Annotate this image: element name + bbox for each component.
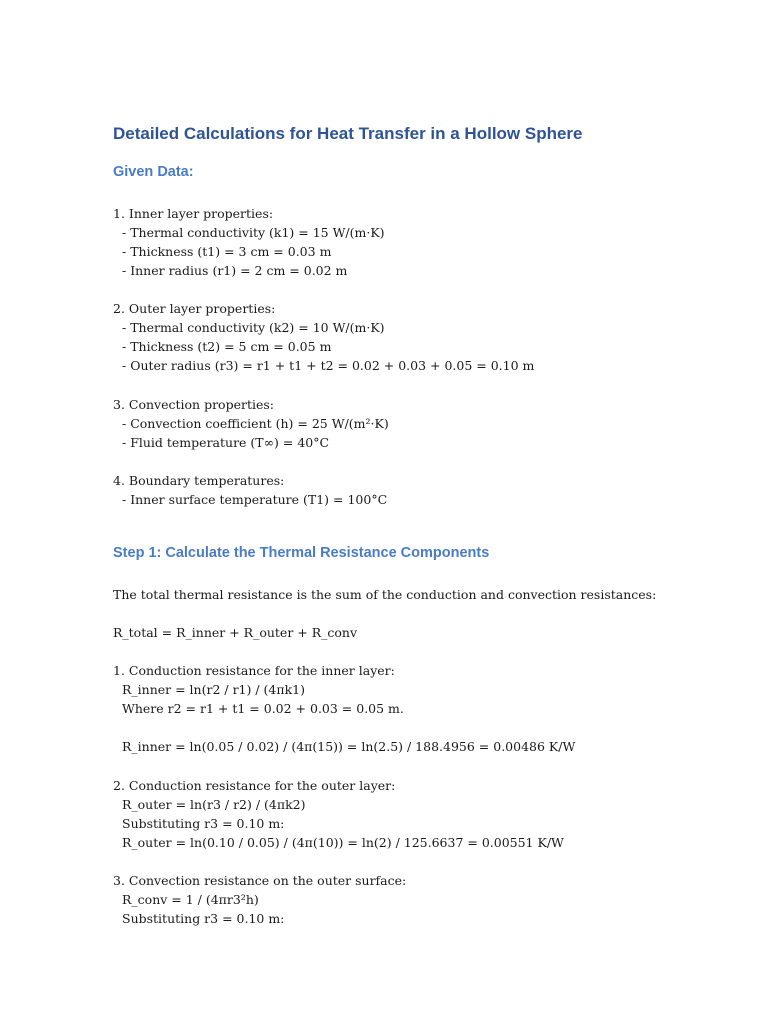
outer-resistance-formula: R_outer = ln(r3 / r2) / (4πk2) bbox=[122, 797, 306, 812]
convection-resistance-formula: R_conv = 1 / (4πr3²h) bbox=[122, 892, 259, 907]
outer-resistance-heading: 2. Conduction resistance for the outer layer: bbox=[113, 778, 396, 793]
document-page bbox=[113, 0, 733, 1024]
inner-resistance-result: R_inner = ln(0.05 / 0.02) / (4π(15)) = ln(2.5) / 188.4956 = 0.00486 K/W bbox=[122, 739, 576, 754]
convection-resistance-substitution: Substituting r3 = 0.10 m: bbox=[122, 911, 285, 926]
convection-heading: 3. Convection properties: bbox=[113, 397, 274, 412]
convection-resistance-heading: 3. Convection resistance on the outer surface: bbox=[113, 873, 407, 888]
step1-heading: Step 1: Calculate the Thermal Resistance Components bbox=[113, 545, 490, 561]
total-resistance-formula: R_total = R_inner + R_outer + R_conv bbox=[113, 625, 358, 640]
outer-layer-heading: 2. Outer layer properties: bbox=[113, 301, 276, 316]
given-data-heading: Given Data: bbox=[113, 164, 194, 180]
outer-layer-radius: - Outer radius (r3) = r1 + t1 + t2 = 0.02 + 0.03 + 0.05 = 0.10 m bbox=[122, 358, 535, 373]
inner-layer-thickness: - Thickness (t1) = 3 cm = 0.03 m bbox=[122, 244, 332, 259]
inner-resistance-formula: R_inner = ln(r2 / r1) / (4πk1) bbox=[122, 682, 305, 697]
inner-resistance-heading: 1. Conduction resistance for the inner layer: bbox=[113, 663, 395, 678]
inner-layer-heading: 1. Inner layer properties: bbox=[113, 206, 274, 221]
inner-surface-temperature: - Inner surface temperature (T1) = 100°C bbox=[122, 492, 388, 507]
fluid-temperature: - Fluid temperature (T∞) = 40°C bbox=[122, 435, 330, 450]
inner-layer-radius: - Inner radius (r1) = 2 cm = 0.02 m bbox=[122, 263, 348, 278]
convection-coefficient: - Convection coefficient (h) = 25 W/(m²·K) bbox=[122, 416, 389, 431]
outer-resistance-substitution: Substituting r3 = 0.10 m: bbox=[122, 816, 285, 831]
outer-layer-conductivity: - Thermal conductivity (k2) = 10 W/(m·K) bbox=[122, 320, 385, 335]
step1-intro: The total thermal resistance is the sum of the conduction and convection resistances: bbox=[113, 587, 657, 602]
boundary-heading: 4. Boundary temperatures: bbox=[113, 473, 285, 488]
outer-layer-thickness: - Thickness (t2) = 5 cm = 0.05 m bbox=[122, 339, 332, 354]
document-title: Detailed Calculations for Heat Transfer in a Hollow Sphere bbox=[113, 124, 583, 143]
inner-layer-conductivity: - Thermal conductivity (k1) = 15 W/(m·K) bbox=[122, 225, 385, 240]
inner-resistance-where: Where r2 = r1 + t1 = 0.02 + 0.03 = 0.05 m. bbox=[122, 701, 404, 716]
outer-resistance-result: R_outer = ln(0.10 / 0.05) / (4π(10)) = ln(2) / 125.6637 = 0.00551 K/W bbox=[122, 835, 564, 850]
